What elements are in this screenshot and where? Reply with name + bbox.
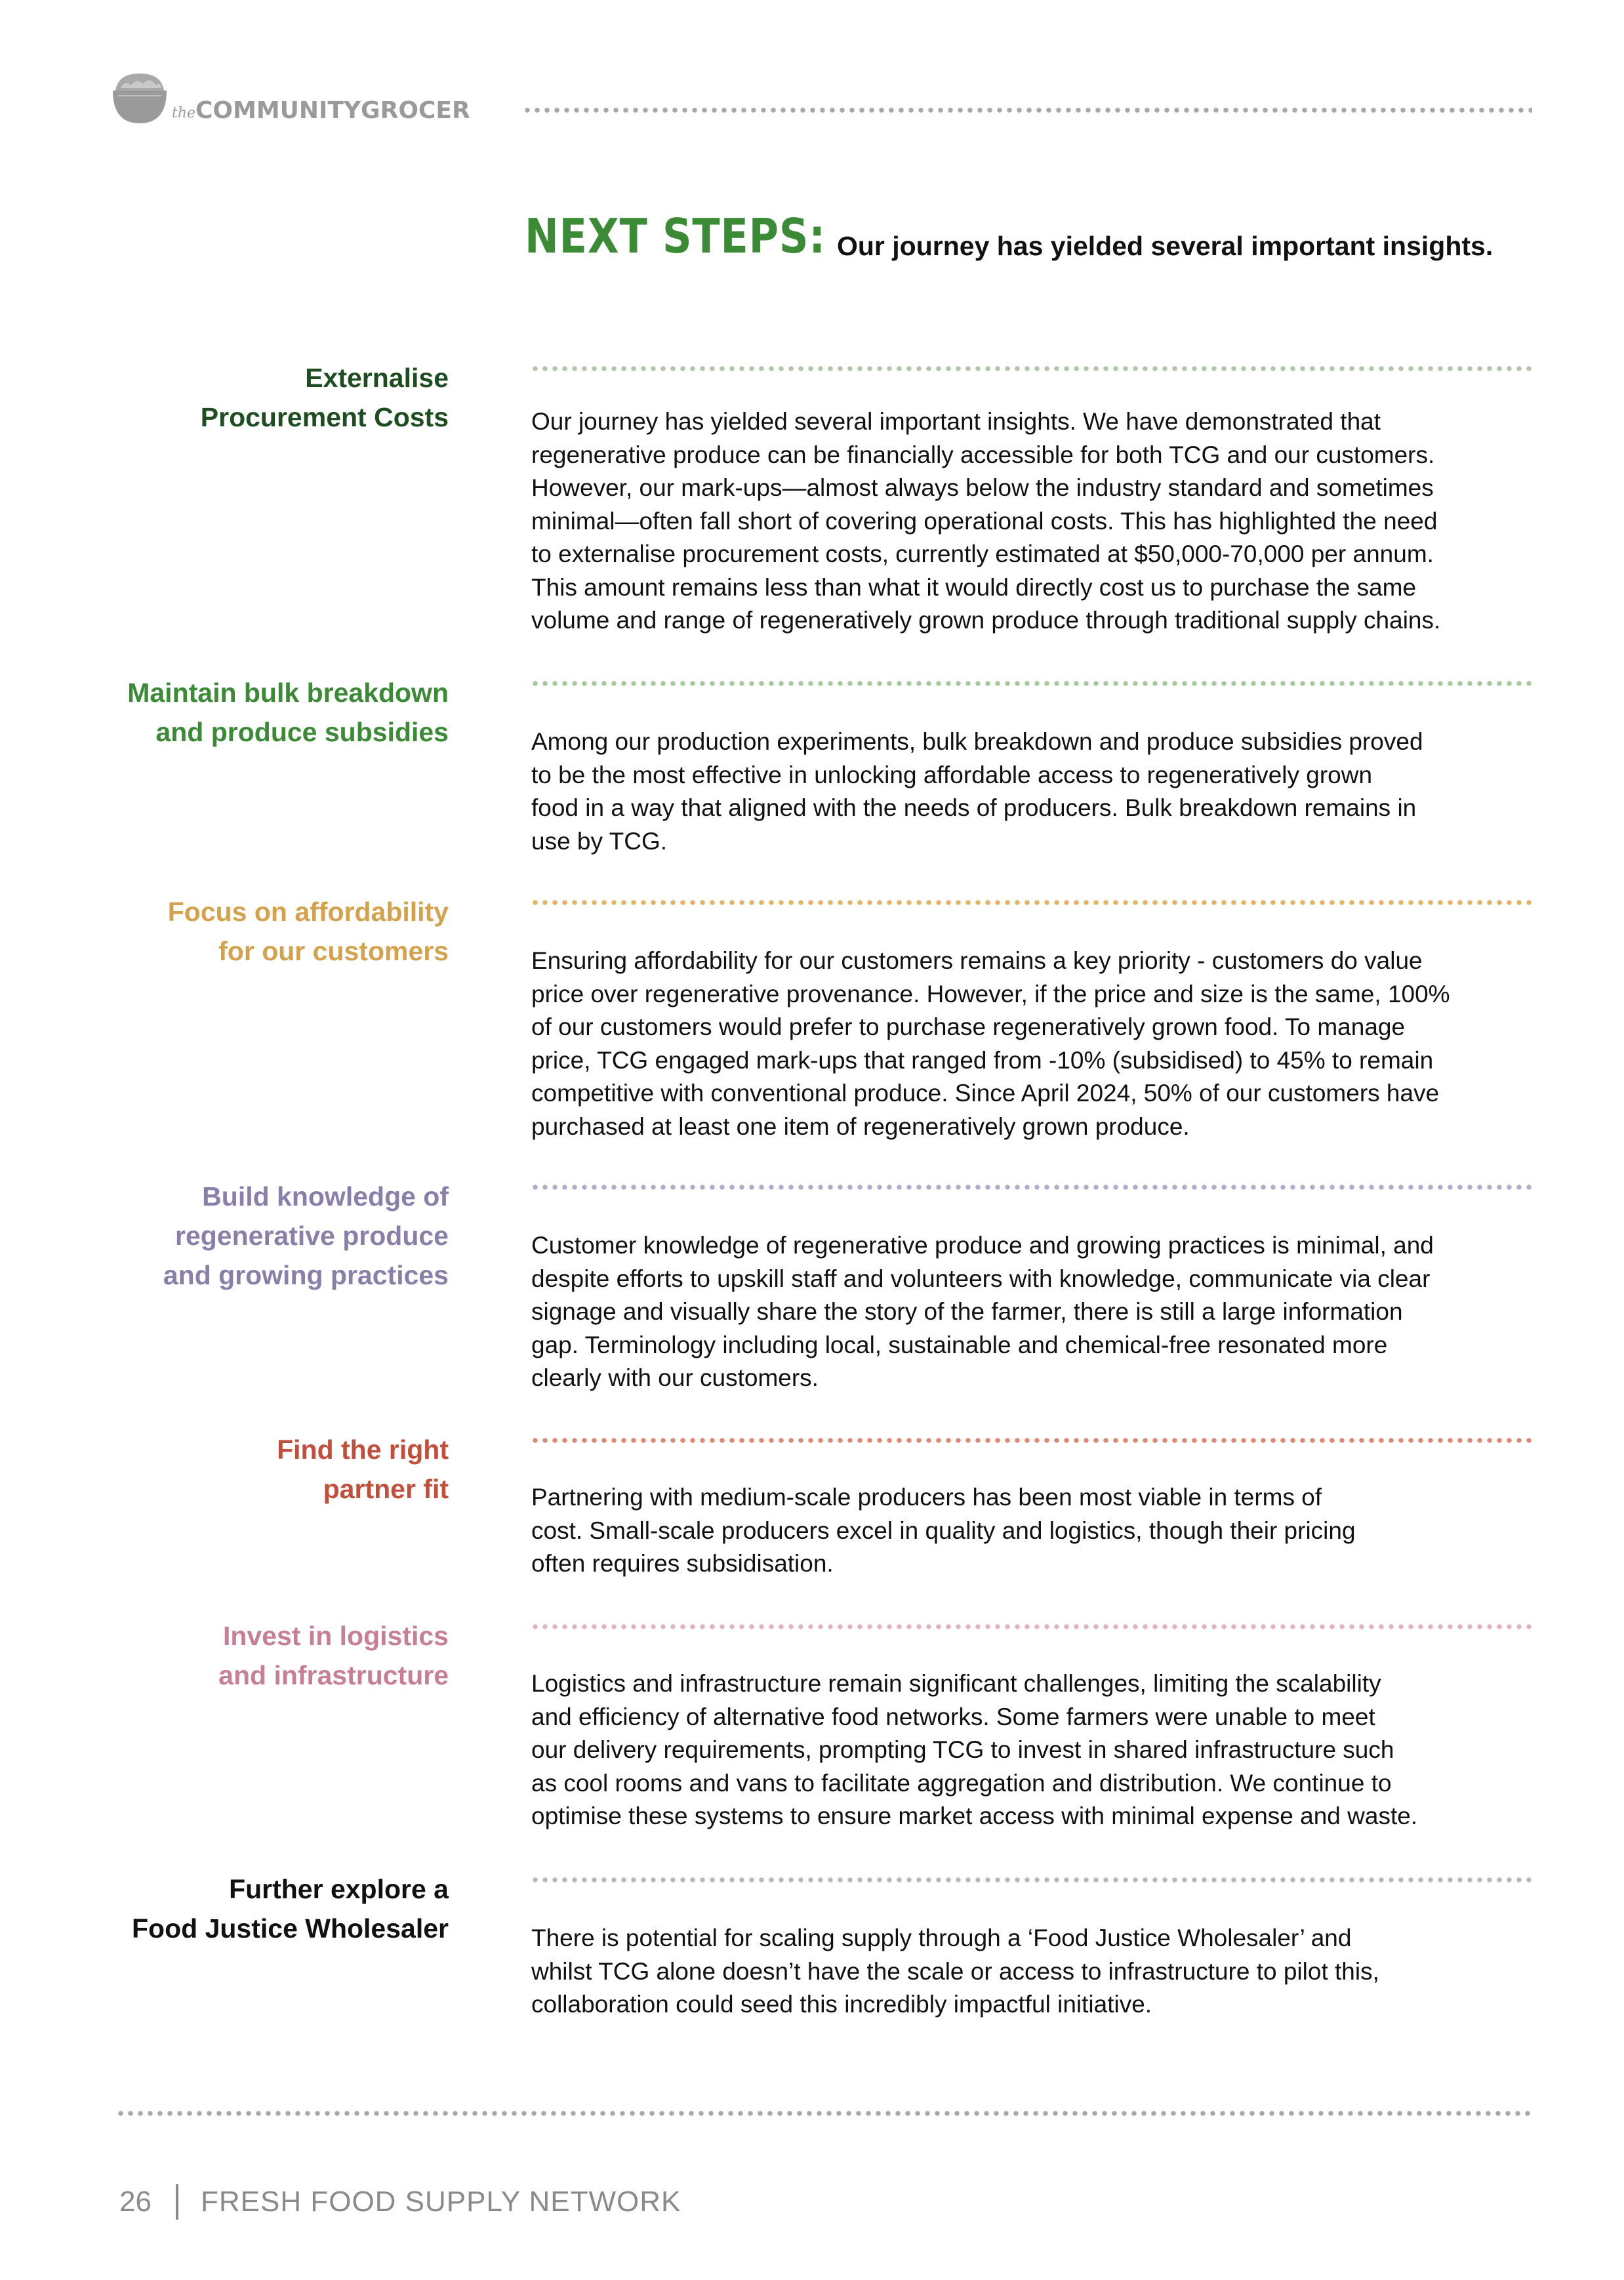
body-line: use by TCG. — [531, 827, 668, 855]
section-divider — [533, 1438, 1532, 1443]
body-line: minimal—often fall short of covering operational costs. This has highlighted the need — [531, 507, 1438, 535]
body-line: This amount remains less than what it would directly cost us to purchase the same — [531, 573, 1417, 601]
label-line: Food Justice Wholesaler — [132, 1913, 449, 1944]
body-line: price over regenerative provenance. However, if the price and size is the same, 100% — [531, 980, 1450, 1008]
label-line: for our customers — [218, 936, 449, 966]
label-line: Focus on affordability — [167, 897, 449, 927]
section-label-knowledge — [163, 1177, 449, 1295]
section-divider — [533, 681, 1532, 686]
section-label-affordability — [168, 892, 449, 971]
body-line: Customer knowledge of regenerative produce and growing practices is minimal, and — [531, 1232, 1434, 1259]
body-line: despite efforts to upskill staff and volunteers with knowledge, communicate via clear — [531, 1265, 1431, 1292]
section-label-bulk-breakdown — [127, 673, 449, 752]
label-line: Externalise — [305, 363, 449, 393]
label-line: Further explore a — [229, 1874, 449, 1904]
section-label-externalise — [201, 358, 449, 437]
label-line: Find the right — [277, 1435, 449, 1465]
section-body-affordability — [531, 945, 1541, 1143]
body-line: There is potential for scaling supply through a ‘Food Justice Wholesaler’ and — [531, 1924, 1352, 1951]
body-line: food in a way that aligned with the needs of producers. Bulk breakdown remains in — [531, 794, 1417, 821]
body-line: to externalise procurement costs, currently estimated at $50,000-70,000 per annum. — [531, 540, 1434, 567]
header-divider — [525, 108, 1532, 113]
section-label-partner-fit — [277, 1430, 449, 1509]
page-number: 26 — [119, 2186, 152, 2218]
body-line: as cool rooms and vans to facilitate aggregation and distribution. We continue to — [531, 1769, 1392, 1797]
page-title: NEXT STEPS: — [525, 209, 826, 264]
body-line: However, our mark-ups—almost always below the industry standard and sometimes — [531, 474, 1434, 501]
label-line: Maintain bulk breakdown — [127, 678, 449, 708]
label-line: regenerative produce — [175, 1221, 449, 1251]
body-line: gap. Terminology including local, sustainable and chemical-free resonated more — [531, 1331, 1388, 1358]
body-line: regenerative produce can be financially accessible for both TCG and our customers. — [531, 441, 1435, 468]
body-line: competitive with conventional produce. Since April 2024, 50% of our customers have — [531, 1080, 1440, 1107]
body-line: to be the most effective in unlocking affordable access to regeneratively grown — [531, 761, 1373, 788]
community-grocer-logo — [112, 71, 470, 136]
section-body-wholesaler — [531, 1922, 1541, 2022]
body-line: collaboration could seed this incredibly impactful initiative. — [531, 1991, 1152, 2018]
section-body-knowledge — [531, 1229, 1541, 1395]
body-line: volume and range of regeneratively grown produce through traditional supply chains. — [531, 607, 1441, 634]
section-body-bulk-breakdown — [531, 725, 1541, 858]
body-line: clearly with our customers. — [531, 1364, 819, 1391]
body-line: our delivery requirements, prompting TCG to invest in shared infrastructure such — [531, 1736, 1394, 1763]
logo-brand: COMMUNITYGROCER — [195, 97, 470, 124]
section-divider — [533, 1877, 1532, 1883]
section-divider — [533, 900, 1532, 905]
label-line: and infrastructure — [218, 1660, 449, 1690]
label-line: Invest in logistics — [222, 1621, 449, 1651]
footer-separator — [176, 2184, 178, 2220]
body-line: often requires subsidisation. — [531, 1550, 834, 1577]
basket-icon — [112, 71, 168, 127]
body-line: of our customers would prefer to purchase regeneratively grown food. To manage — [531, 1013, 1406, 1040]
section-divider — [533, 366, 1532, 371]
body-line: Among our production experiments, bulk breakdown and produce subsidies proved — [531, 728, 1423, 755]
section-body-partner-fit — [531, 1481, 1541, 1581]
body-line: Our journey has yielded several important insights. We have demonstrated that — [531, 408, 1381, 435]
body-line: signage and visually share the story of the farmer, there is still a large information — [531, 1298, 1403, 1325]
label-line: Build knowledge of — [202, 1181, 449, 1211]
section-label-logistics — [218, 1616, 449, 1695]
body-line: whilst TCG alone doesn’t have the scale or access to infrastructure to pilot this, — [531, 1957, 1379, 1985]
footer-divider — [118, 2111, 1532, 2116]
label-line: Procurement Costs — [200, 402, 449, 432]
label-line: and growing practices — [163, 1260, 449, 1290]
body-line: price, TCG engaged mark-ups that ranged from -10% (subsidised) to 45% to remain — [531, 1046, 1434, 1074]
footer-title: FRESH FOOD SUPPLY NETWORK — [201, 2186, 681, 2218]
body-line: Ensuring affordability for our customers remains a key priority - customers do value — [531, 947, 1423, 974]
body-line: cost. Small-scale producers excel in quality and logistics, though their pricing — [531, 1517, 1356, 1544]
section-divider — [533, 1185, 1532, 1190]
body-line: and efficiency of alternative food networks. Some farmers were unable to meet — [531, 1703, 1375, 1730]
section-label-wholesaler — [132, 1869, 449, 1948]
label-line: and produce subsidies — [155, 717, 449, 747]
page-subtitle: Our journey has yielded several important insights. — [837, 231, 1493, 261]
body-line: purchased at least one item of regeneratively grown produce. — [531, 1112, 1190, 1140]
body-line: optimise these systems to ensure market access with minimal expense and waste. — [531, 1802, 1418, 1829]
section-body-externalise — [531, 405, 1541, 638]
section-body-logistics — [531, 1667, 1541, 1833]
section-divider — [533, 1624, 1532, 1629]
body-line: Logistics and infrastructure remain significant challenges, limiting the scalability — [531, 1670, 1381, 1697]
body-line: Partnering with medium-scale producers has been most viable in terms of — [531, 1484, 1322, 1511]
label-line: partner fit — [323, 1474, 449, 1504]
logo-prefix: the — [172, 105, 196, 121]
